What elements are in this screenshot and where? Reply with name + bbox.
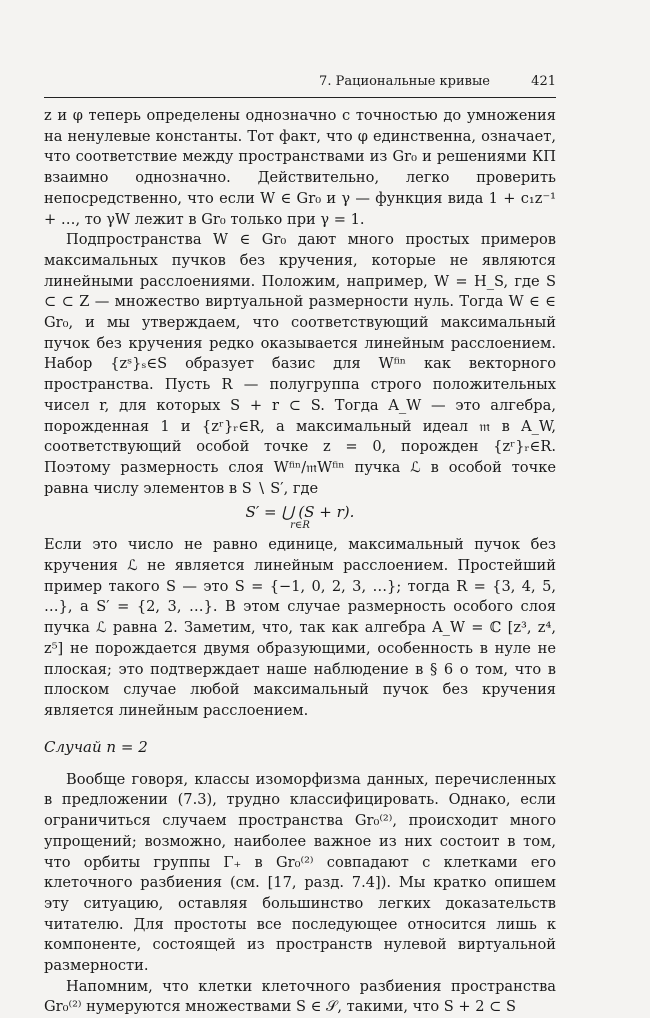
page-body	[44, 106, 556, 1018]
paragraph-3: Если это число не равно единице, максимальный пучок без кручения ℒ не является линейным расслоением. Простейший пример такого S — это S = {−1, 0, 2, 3, …}; тогда R = {3, 4, 5, …}, а S′ = {2, 3, …}. В этом случае размерность особого слоя пучка ℒ равна 2. Заметим, что, так как алгебра A_W = ℂ [z³, z⁴, z⁵] не порождается двумя образующими, особенность в нуле не плоская; это подтверждает наше наблюдение в § 6 о том, что в плоском случае любой максимальный пучок без кручения является линейным расслоением.	[44, 536, 556, 719]
formula-subscript: r∈R	[290, 520, 310, 532]
formula-main: S′ = ⋃ (S + r).	[245, 503, 355, 522]
chapter-title: 7. Рациональные кривые	[319, 74, 490, 89]
header-rule	[44, 97, 556, 98]
paragraph-2: Подпространства W ∈ Gr₀ дают много простых примеров максимальных пучков без кручения, которые не являются линейными расслоениями. Положим, например, W = H_S, где S ⊂ ⊂ Z — множество виртуальной размерности нуль. Тогда W ∈ ∈ Gr₀, и мы утверждаем, что соответствующий максимальный пучок без кручения редко оказывается линейным расслоением. Набор {zˢ}ₛ∈S образует базис для Wᶠⁱⁿ как векторного пространства. Пусть R — полугруппа строго положительных чисел r, для которых S + r ⊂ S. Тогда A_W — это алгебра, порожденная 1 и {zʳ}ᵣ∈R, а максимальный идеал 𝔪 в A_W, соответствующий особой точке z = 0, порожден {zʳ}ᵣ∈R. Поэтому размерность слоя Wᶠⁱⁿ/𝔪Wᶠⁱⁿ пучка ℒ в особой точке равна числу элементов в S ∖ S′, где	[44, 231, 556, 497]
paragraph-5: Напомним, что клетки клеточного разбиения пространства Gr₀⁽²⁾ нумеруются множествами S ∈ 𝒮, такими, что S + 2 ⊂ S	[44, 977, 556, 1016]
formula-s-prime	[44, 501, 556, 531]
paragraph-4: Вообще говоря, классы изоморфизма данных, перечисленных в предложении (7.3), трудно классифицировать. Однако, если ограничиться случаем пространства Gr₀⁽²⁾, происходит много упрощений; возможно, наиболее важное из них состоит в том, что орбиты группы Γ₊ в Gr₀⁽²⁾ совпадают с клетками его клеточного разбиения (см. [17, разд. 7.4]). Мы кратко опишем эту ситуацию, оставляя большинство легких доказательств читателю. Для простоты все последующее относится лишь к компоненте, состоящей из пространств нулевой виртуальной размерности.	[44, 770, 556, 975]
paragraph-1: z и φ теперь определены однозначно с точностью до умножения на ненулевые константы. Тот факт, что φ единственна, означает, что соответствие между пространствами из Gr₀ и решениями КП взаимно однозначно. Действительно, легко проверить непосредственно, что если W ∈ Gr₀ и γ — функция вида 1 + c₁z⁻¹ + …, то γW лежит в Gr₀ только при γ = 1.	[44, 107, 556, 228]
section-heading: Случай n = 2	[44, 737, 148, 756]
page-number: 421	[531, 74, 556, 89]
